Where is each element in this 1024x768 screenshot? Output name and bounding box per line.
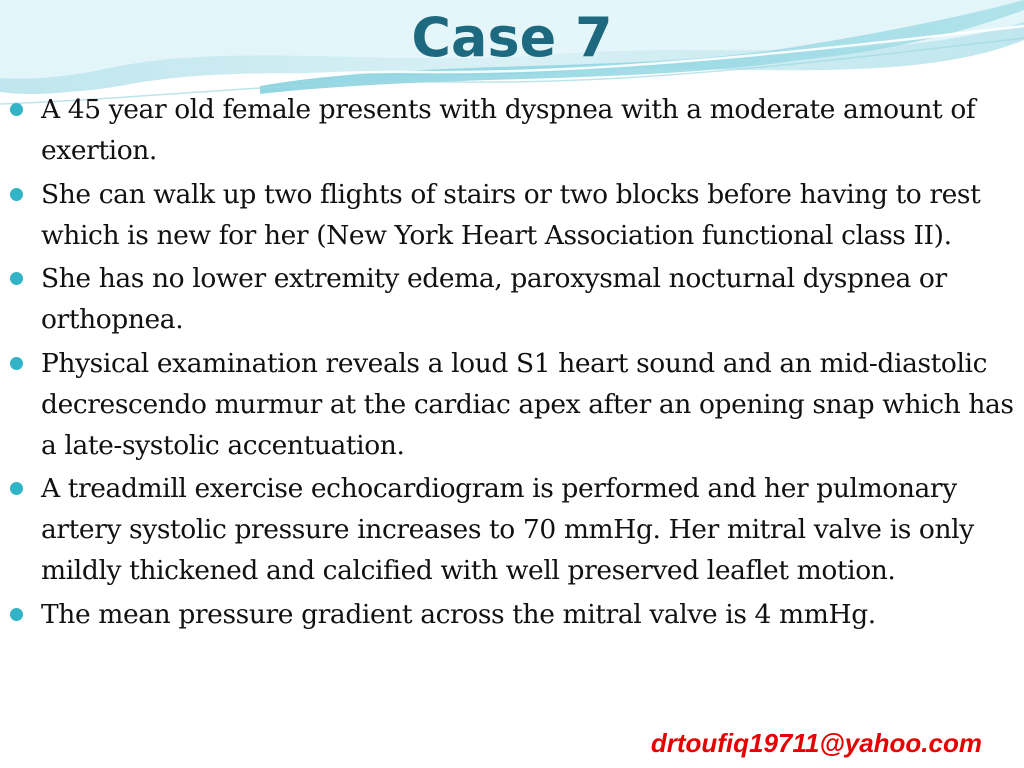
list-item	[0, 468, 1024, 591]
bullet-list	[0, 89, 1024, 637]
footer-email: drtoufiq19711@yahoo.com	[650, 728, 982, 758]
bullet-dot-icon	[10, 482, 23, 495]
list-item	[0, 174, 1024, 256]
bullet-text: The mean pressure gradient across the mitral valve is 4 mmHg.	[41, 598, 876, 630]
slide-title: Case 7	[411, 6, 613, 69]
list-item	[0, 89, 1024, 171]
bullet-dot-icon	[10, 272, 23, 285]
bullet-text: Physical examination reveals a loud S1 heart sound and an mid-diastolic decrescendo murmur at the cardiac apex after an opening snap which has a late-systolic accentuation.	[41, 347, 1014, 461]
bullet-dot-icon	[10, 188, 23, 201]
bullet-text: She can walk up two flights of stairs or two blocks before having to rest which is new for her (New York Heart Association functional class II).	[41, 178, 981, 251]
bullet-text: A 45 year old female presents with dyspnea with a moderate amount of exertion.	[41, 94, 976, 166]
list-item	[0, 343, 1024, 466]
bullet-text: A treadmill exercise echocardiogram is performed and her pulmonary artery systolic pressure increases to 70 mmHg. Her mitral valve is only mildly thickened and calcified with well preserved leaflet motion.	[41, 473, 974, 586]
bullet-dot-icon	[10, 608, 23, 621]
list-item	[0, 594, 1024, 635]
list-item	[0, 258, 1024, 340]
bullet-dot-icon	[10, 357, 23, 370]
bullet-dot-icon	[10, 103, 23, 116]
bullet-text: She has no lower extremity edema, paroxysmal nocturnal dyspnea or orthopnea.	[41, 263, 947, 335]
